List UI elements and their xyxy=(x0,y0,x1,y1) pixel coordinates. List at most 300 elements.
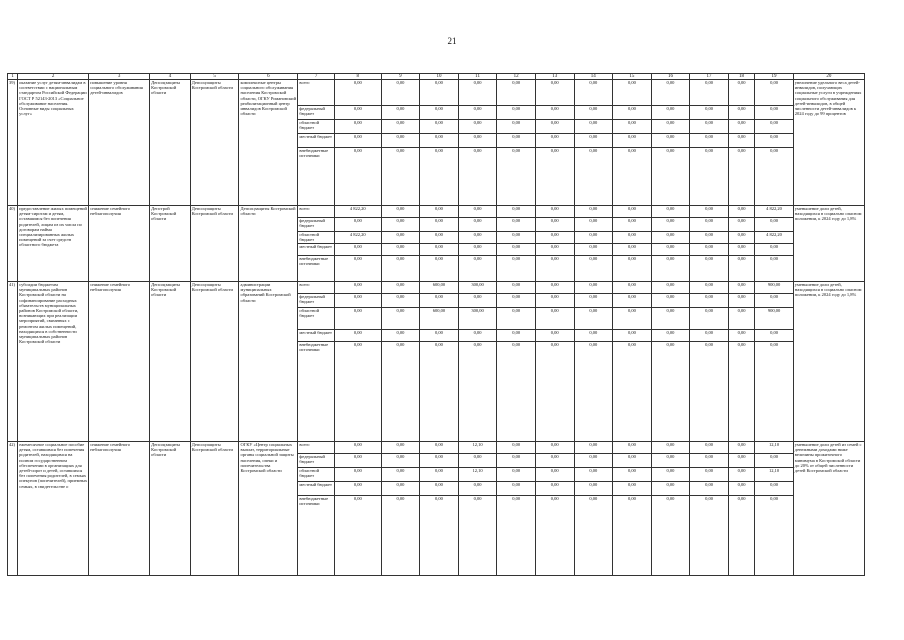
funding-value: 0,00 xyxy=(613,496,652,576)
funding-value: 0,00 xyxy=(381,308,420,330)
funding-value: 0,00 xyxy=(574,218,613,232)
funding-value: 0,00 xyxy=(574,106,613,120)
funding-value: 0,00 xyxy=(497,454,536,468)
funding-value: 0,00 xyxy=(535,282,574,294)
funding-value: 0,00 xyxy=(381,106,420,120)
column-number: 8 xyxy=(334,74,381,80)
funding-value: 0,00 xyxy=(651,282,690,294)
funding-value: 0,00 xyxy=(574,442,613,454)
funding-value: 0,00 xyxy=(334,106,381,120)
funding-value: 0,00 xyxy=(458,342,497,442)
funding-value: 0,00 xyxy=(458,482,497,496)
funding-value: 0,00 xyxy=(381,256,420,282)
funding-value: 0,00 xyxy=(728,342,754,442)
funding-value: 0,00 xyxy=(535,330,574,342)
funding-value: 0,00 xyxy=(458,134,497,148)
funding-value: 0,00 xyxy=(651,454,690,468)
funding-source: внебюджетные источники xyxy=(298,256,335,282)
funding-value: 0,00 xyxy=(334,80,381,106)
column-number: 6 xyxy=(239,74,298,80)
column-number: 14 xyxy=(574,74,613,80)
funding-value: 0,00 xyxy=(535,496,574,576)
column-number: 16 xyxy=(651,74,690,80)
funding-value: 0,00 xyxy=(420,482,459,496)
column-number: 10 xyxy=(420,74,459,80)
funding-value: 0,00 xyxy=(334,218,381,232)
funding-value: 0,00 xyxy=(381,496,420,576)
funding-value: 0,00 xyxy=(755,482,794,496)
funding-value: 0,00 xyxy=(690,454,729,468)
funding-value: 0,00 xyxy=(458,294,497,308)
funding-value: 0,00 xyxy=(690,496,729,576)
funding-value: 12,10 xyxy=(755,468,794,482)
funding-value: 900,00 xyxy=(755,282,794,294)
funding-value: 0,00 xyxy=(535,134,574,148)
funding-value: 0,00 xyxy=(651,294,690,308)
funding-value: 0,00 xyxy=(728,218,754,232)
funding-value: 0,00 xyxy=(613,308,652,330)
funding-value: 0,00 xyxy=(613,342,652,442)
funding-value: 0,00 xyxy=(690,80,729,106)
funding-value: 0,00 xyxy=(755,218,794,232)
funding-value: 0,00 xyxy=(574,232,613,244)
funding-value: 0,00 xyxy=(334,454,381,468)
funding-value: 0,00 xyxy=(535,454,574,468)
funding-source: всего xyxy=(298,282,335,294)
funding-value: 0,00 xyxy=(651,80,690,106)
funding-value: 0,00 xyxy=(497,106,536,120)
funding-value: 0,00 xyxy=(690,256,729,282)
funding-value: 0,00 xyxy=(535,442,574,454)
funding-value: 0,00 xyxy=(755,80,794,106)
funding-value: 0,00 xyxy=(381,330,420,342)
funding-value: 0,00 xyxy=(497,468,536,482)
funding-value: 0,00 xyxy=(651,148,690,206)
funding-value: 0,00 xyxy=(690,148,729,206)
funding-value: 12,10 xyxy=(458,468,497,482)
funding-value: 0,00 xyxy=(651,206,690,218)
responsible-executor: Депстрой Костромской области xyxy=(150,206,191,282)
funding-value: 0,00 xyxy=(690,106,729,120)
funding-value: 600,00 xyxy=(420,282,459,294)
funding-source: всего xyxy=(298,442,335,454)
funding-value: 0,00 xyxy=(334,468,381,482)
funding-value: 0,00 xyxy=(613,282,652,294)
funding-value: 0,00 xyxy=(381,482,420,496)
funding-value: 0,00 xyxy=(651,134,690,148)
funding-value: 0,00 xyxy=(728,206,754,218)
funding-value: 0,00 xyxy=(613,454,652,468)
funding-value: 0,00 xyxy=(755,256,794,282)
funding-value: 12,10 xyxy=(755,442,794,454)
funding-value: 0,00 xyxy=(497,442,536,454)
funding-value: 0,00 xyxy=(690,330,729,342)
funding-value: 0,00 xyxy=(535,218,574,232)
funding-value: 0,00 xyxy=(728,442,754,454)
funding-value: 4 822,20 xyxy=(334,206,381,218)
funding-value: 0,00 xyxy=(420,342,459,442)
row-number: 39) xyxy=(8,80,18,206)
funding-value: 0,00 xyxy=(334,496,381,576)
responsible-executor: Депсоцзащиты Костромской области xyxy=(150,442,191,576)
funding-value: 0,00 xyxy=(497,206,536,218)
funding-value: 0,00 xyxy=(334,482,381,496)
funding-source: всего xyxy=(298,206,335,218)
funding-value: 0,00 xyxy=(651,232,690,244)
funding-value: 0,00 xyxy=(728,482,754,496)
funding-value: 0,00 xyxy=(535,106,574,120)
funding-value: 0,00 xyxy=(574,134,613,148)
funding-value: 0,00 xyxy=(690,294,729,308)
funding-value: 0,00 xyxy=(381,80,420,106)
table-row xyxy=(8,206,865,218)
funding-value: 0,00 xyxy=(613,206,652,218)
funding-value: 0,00 xyxy=(458,256,497,282)
funding-value: 0,00 xyxy=(535,244,574,256)
funding-source: областной бюджет xyxy=(298,232,335,244)
funding-value: 0,00 xyxy=(613,442,652,454)
funding-value: 0,00 xyxy=(420,218,459,232)
funding-value: 0,00 xyxy=(574,454,613,468)
event-goal: снижение семейного неблагополучия xyxy=(89,282,150,442)
co-executor: Депсоцзащиты Костромской области xyxy=(190,282,239,442)
funding-value: 0,00 xyxy=(728,496,754,576)
funding-value: 0,00 xyxy=(651,244,690,256)
column-number: 15 xyxy=(613,74,652,80)
funding-value: 300,00 xyxy=(458,282,497,294)
funding-value: 0,00 xyxy=(613,148,652,206)
funding-value: 0,00 xyxy=(420,134,459,148)
funding-source: местный бюджет xyxy=(298,244,335,256)
funding-value: 0,00 xyxy=(613,330,652,342)
row-number: 42) xyxy=(8,442,18,576)
funding-value: 0,00 xyxy=(728,256,754,282)
column-number: 11 xyxy=(458,74,497,80)
funding-value: 0,00 xyxy=(613,80,652,106)
funding-value: 0,00 xyxy=(728,308,754,330)
funding-value: 0,00 xyxy=(755,244,794,256)
funding-value: 0,00 xyxy=(381,232,420,244)
funding-value: 0,00 xyxy=(690,342,729,442)
funding-value: 0,00 xyxy=(613,120,652,134)
funding-value: 0,00 xyxy=(420,330,459,342)
event-name: субсидии бюджетам муниципальных районов Костромской области на софинансирование расходных обязательств муниципальных районов Костромской области, возникающих при реализации мероприятий, связанных с ремонтом жилых помещений, находящихся в собственности муниципальных районов Костромской области xyxy=(18,282,89,442)
expected-result: уменьшение доли детей, находящихся в социально опасном положении, к 2024 году до 1,8% xyxy=(793,282,864,442)
funding-source: внебюджетные источники xyxy=(298,496,335,576)
funding-value: 0,00 xyxy=(574,256,613,282)
funding-value: 0,00 xyxy=(755,148,794,206)
funding-value: 0,00 xyxy=(728,244,754,256)
column-number: 17 xyxy=(690,74,729,80)
funding-value: 0,00 xyxy=(420,244,459,256)
funding-value: 0,00 xyxy=(497,308,536,330)
participants: Депсоцзащиты Костромской области xyxy=(239,206,298,282)
participants: ОГКУ «Центр социальных выплат, территориальные органы социальной защиты населения, опеки и попечительства Костромской области xyxy=(239,442,298,576)
participants: комплексные центры социального обслуживания населения Костромской области, ОГКУ Романовский реабилитационный центр инвалидов Костромской области xyxy=(239,80,298,206)
funding-value: 0,00 xyxy=(690,282,729,294)
funding-value: 0,00 xyxy=(728,148,754,206)
funding-value: 0,00 xyxy=(728,232,754,244)
funding-value: 0,00 xyxy=(458,206,497,218)
funding-value: 0,00 xyxy=(690,232,729,244)
funding-value: 0,00 xyxy=(497,232,536,244)
funding-value: 0,00 xyxy=(497,134,536,148)
funding-value: 0,00 xyxy=(497,218,536,232)
funding-value: 0,00 xyxy=(381,454,420,468)
funding-source: областной бюджет xyxy=(298,468,335,482)
funding-value: 0,00 xyxy=(458,148,497,206)
row-number: 40) xyxy=(8,206,18,282)
funding-value: 0,00 xyxy=(334,134,381,148)
column-number: 13 xyxy=(535,74,574,80)
funding-value: 0,00 xyxy=(574,244,613,256)
funding-value: 0,00 xyxy=(755,294,794,308)
funding-value: 0,00 xyxy=(613,294,652,308)
funding-value: 0,00 xyxy=(497,244,536,256)
funding-value: 0,00 xyxy=(613,232,652,244)
funding-value: 0,00 xyxy=(420,148,459,206)
funding-value: 0,00 xyxy=(728,454,754,468)
funding-value: 0,00 xyxy=(755,120,794,134)
funding-value: 4 822,20 xyxy=(755,232,794,244)
funding-value: 0,00 xyxy=(497,330,536,342)
responsible-executor: Депсоцзащиты Костромской области xyxy=(150,282,191,442)
funding-value: 0,00 xyxy=(381,218,420,232)
funding-value: 0,00 xyxy=(334,256,381,282)
funding-value: 0,00 xyxy=(755,134,794,148)
row-number: 41) xyxy=(8,282,18,442)
funding-value: 0,00 xyxy=(497,294,536,308)
column-number: 9 xyxy=(381,74,420,80)
funding-value: 0,00 xyxy=(497,80,536,106)
funding-value: 0,00 xyxy=(497,496,536,576)
funding-value: 4 822,20 xyxy=(334,232,381,244)
funding-value: 0,00 xyxy=(535,482,574,496)
funding-value: 0,00 xyxy=(613,218,652,232)
funding-value: 0,00 xyxy=(535,80,574,106)
funding-value: 0,00 xyxy=(728,282,754,294)
expected-result: увеличение удельного веса детей-инвалидов, получающих социальные услуги в учреждениях социального обслуживания для детей-инвалидов, в общей численности детей-инвалидов к 2024 году до 99 процентов xyxy=(793,80,864,206)
funding-source: федеральный бюджет xyxy=(298,218,335,232)
participants: администрации муниципальных образований Костромской области xyxy=(239,282,298,442)
funding-value: 0,00 xyxy=(690,218,729,232)
column-number: 2 xyxy=(18,74,89,80)
funding-value: 0,00 xyxy=(690,468,729,482)
funding-value: 0,00 xyxy=(420,442,459,454)
funding-value: 0,00 xyxy=(334,282,381,294)
funding-value: 0,00 xyxy=(613,134,652,148)
funding-value: 0,00 xyxy=(755,496,794,576)
funding-source: федеральный бюджет xyxy=(298,454,335,468)
funding-value: 0,00 xyxy=(420,468,459,482)
funding-value: 0,00 xyxy=(420,294,459,308)
funding-value: 0,00 xyxy=(613,256,652,282)
event-goal: снижение семейного неблагополучия xyxy=(89,206,150,282)
column-number: 7 xyxy=(298,74,335,80)
co-executor: Депсоцзащиты Костромской области xyxy=(190,80,239,206)
funding-value: 0,00 xyxy=(535,308,574,330)
funding-value: 0,00 xyxy=(690,308,729,330)
expected-result: уменьшение доли детей из семей с денежными доходами ниже величины прожиточного минимума в Костромской области до 20% от общей численности детей Костромской области xyxy=(793,442,864,576)
funding-value: 0,00 xyxy=(535,206,574,218)
page-number: 21 xyxy=(447,36,457,46)
funding-value: 0,00 xyxy=(535,232,574,244)
column-number: 1 xyxy=(8,74,18,80)
funding-value: 0,00 xyxy=(574,206,613,218)
funding-value: 0,00 xyxy=(574,468,613,482)
funding-value: 0,00 xyxy=(755,454,794,468)
funding-value: 0,00 xyxy=(535,342,574,442)
funding-value: 0,00 xyxy=(728,120,754,134)
funding-value: 0,00 xyxy=(728,330,754,342)
column-number: 20 xyxy=(793,74,864,80)
funding-value: 0,00 xyxy=(381,294,420,308)
funding-value: 0,00 xyxy=(381,206,420,218)
funding-value: 0,00 xyxy=(497,256,536,282)
event-name: ежемесячное социальное пособие детям, оставшимся без попечения родителей, находящимся на полном государственном обеспечении в организациях для детей-сирот и детей, оставшихся без попечения родителей, в семьях опекунов (попечителей), приемных семьях, в свидетельстве о xyxy=(18,442,89,576)
funding-value: 0,00 xyxy=(574,342,613,442)
funding-value: 0,00 xyxy=(535,294,574,308)
funding-value: 0,00 xyxy=(334,330,381,342)
event-goal: повышение уровня социального обслуживания детей-инвалидов xyxy=(89,80,150,206)
funding-source: внебюджетные источники xyxy=(298,148,335,206)
column-number: 12 xyxy=(497,74,536,80)
funding-value: 0,00 xyxy=(458,232,497,244)
funding-value: 0,00 xyxy=(651,468,690,482)
funding-value: 0,00 xyxy=(651,218,690,232)
funding-value: 0,00 xyxy=(458,496,497,576)
column-number: 19 xyxy=(755,74,794,80)
funding-source: федеральный бюджет xyxy=(298,294,335,308)
column-number: 5 xyxy=(190,74,239,80)
funding-value: 0,00 xyxy=(690,244,729,256)
funding-source: местный бюджет xyxy=(298,482,335,496)
expected-result: уменьшение доли детей, находящихся в социально опасном положении, к 2024 году до 1,8% xyxy=(793,206,864,282)
funding-value: 0,00 xyxy=(535,120,574,134)
column-number: 3 xyxy=(89,74,150,80)
funding-value: 0,00 xyxy=(651,482,690,496)
funding-value: 0,00 xyxy=(728,468,754,482)
event-goal: снижение семейного неблагополучия xyxy=(89,442,150,576)
co-executor: Депсоцзащиты Костромской области xyxy=(190,206,239,282)
funding-value: 0,00 xyxy=(651,120,690,134)
column-number: 4 xyxy=(150,74,191,80)
funding-value: 0,00 xyxy=(613,106,652,120)
funding-value: 0,00 xyxy=(420,206,459,218)
funding-value: 0,00 xyxy=(755,342,794,442)
event-name: оказание услуг детям-инвалидам в соответствии с национальным стандартом Российской Федерации ГОСТ Р 52143-2013 «Социальное обслуживание населения. Основные виды социальных услуг» xyxy=(18,80,89,206)
funding-value: 0,00 xyxy=(574,496,613,576)
funding-value: 0,00 xyxy=(420,256,459,282)
co-executor: Депсоцзащиты Костромской области xyxy=(190,442,239,576)
funding-value: 0,00 xyxy=(497,342,536,442)
funding-value: 0,00 xyxy=(574,120,613,134)
funding-value: 0,00 xyxy=(574,148,613,206)
funding-source: местный бюджет xyxy=(298,134,335,148)
funding-value: 0,00 xyxy=(535,468,574,482)
funding-value: 0,00 xyxy=(497,282,536,294)
funding-value: 0,00 xyxy=(651,308,690,330)
funding-value: 0,00 xyxy=(497,148,536,206)
funding-value: 0,00 xyxy=(728,294,754,308)
funding-value: 12,10 xyxy=(458,442,497,454)
program-table xyxy=(7,73,865,576)
funding-value: 0,00 xyxy=(651,106,690,120)
funding-value: 0,00 xyxy=(420,106,459,120)
funding-value: 0,00 xyxy=(458,454,497,468)
funding-value: 0,00 xyxy=(334,342,381,442)
funding-source: федеральный бюджет xyxy=(298,106,335,120)
funding-value: 0,00 xyxy=(381,282,420,294)
funding-value: 0,00 xyxy=(458,80,497,106)
funding-value: 0,00 xyxy=(574,294,613,308)
table-row xyxy=(8,442,865,454)
funding-value: 0,00 xyxy=(690,442,729,454)
funding-value: 900,00 xyxy=(755,308,794,330)
funding-value: 0,00 xyxy=(755,330,794,342)
funding-value: 0,00 xyxy=(381,442,420,454)
funding-source: внебюджетные источники xyxy=(298,342,335,442)
funding-value: 0,00 xyxy=(574,80,613,106)
funding-value: 0,00 xyxy=(613,468,652,482)
funding-value: 0,00 xyxy=(334,294,381,308)
funding-value: 0,00 xyxy=(497,120,536,134)
funding-source: областной бюджет xyxy=(298,308,335,330)
funding-source: всего xyxy=(298,80,335,106)
funding-value: 0,00 xyxy=(458,106,497,120)
funding-value: 0,00 xyxy=(420,232,459,244)
funding-value: 0,00 xyxy=(728,106,754,120)
funding-value: 0,00 xyxy=(755,106,794,120)
funding-value: 0,00 xyxy=(651,330,690,342)
funding-value: 0,00 xyxy=(574,308,613,330)
funding-value: 0,00 xyxy=(334,148,381,206)
funding-value: 0,00 xyxy=(334,308,381,330)
funding-value: 0,00 xyxy=(651,496,690,576)
funding-value: 0,00 xyxy=(497,482,536,496)
funding-value: 300,00 xyxy=(458,308,497,330)
funding-value: 0,00 xyxy=(651,342,690,442)
funding-value: 0,00 xyxy=(420,120,459,134)
funding-value: 0,00 xyxy=(381,342,420,442)
funding-value: 0,00 xyxy=(381,244,420,256)
funding-source: областной бюджет xyxy=(298,120,335,134)
funding-value: 0,00 xyxy=(334,442,381,454)
funding-value: 0,00 xyxy=(458,244,497,256)
table-row xyxy=(8,282,865,294)
funding-value: 0,00 xyxy=(381,134,420,148)
funding-value: 0,00 xyxy=(690,206,729,218)
funding-value: 0,00 xyxy=(613,482,652,496)
funding-value: 0,00 xyxy=(574,282,613,294)
funding-value: 0,00 xyxy=(613,244,652,256)
funding-value: 0,00 xyxy=(535,148,574,206)
funding-value: 0,00 xyxy=(574,330,613,342)
funding-value: 0,00 xyxy=(458,330,497,342)
table-row xyxy=(8,80,865,106)
funding-value: 600,00 xyxy=(420,308,459,330)
funding-value: 0,00 xyxy=(420,454,459,468)
funding-value: 0,00 xyxy=(651,256,690,282)
event-name: предоставление жилых помещений детям-сиротам и детям, оставшимся без попечения родителей, лицам из их числа по договорам найма специализированных жилых помещений за счет средств областного бюджета xyxy=(18,206,89,282)
funding-value: 0,00 xyxy=(420,496,459,576)
funding-value: 0,00 xyxy=(334,244,381,256)
funding-value: 0,00 xyxy=(651,442,690,454)
funding-value: 0,00 xyxy=(690,120,729,134)
funding-value: 0,00 xyxy=(728,80,754,106)
funding-value: 0,00 xyxy=(690,134,729,148)
funding-value: 0,00 xyxy=(381,468,420,482)
